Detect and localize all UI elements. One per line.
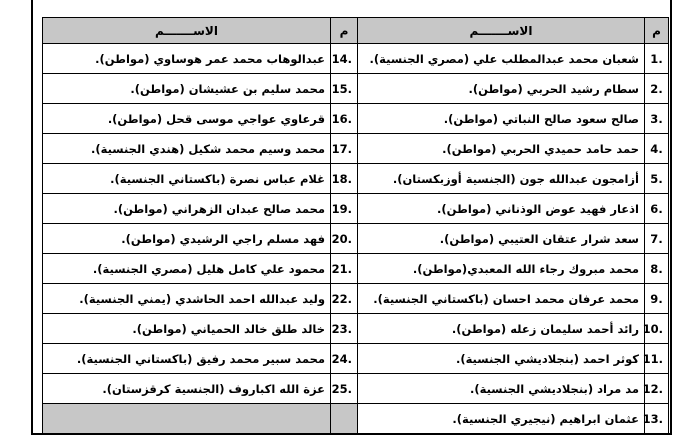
person-name: سطام رشيد الحربي (مواطن). <box>358 74 645 104</box>
row-number: .6 <box>645 194 669 224</box>
person-name: محمد مبروك رجاء الله المعبدي(مواطن). <box>358 254 645 284</box>
person-name: اذعار فهيد عوض الوذناني (مواطن). <box>358 194 645 224</box>
row-number: .13 <box>645 404 669 434</box>
person-name: محمد سليم بن عشيشان (مواطن). <box>43 74 331 104</box>
table-row <box>43 74 669 104</box>
person-name: محمد صالح عبدان الزهراني (مواطن). <box>43 194 331 224</box>
row-number: .19 <box>331 194 358 224</box>
table-row <box>43 44 669 74</box>
table-row <box>43 284 669 314</box>
row-number: .12 <box>645 374 669 404</box>
person-name: أزامجون عبدالله جون (الجنسية أوزبكستان). <box>358 164 645 194</box>
person-name: سعد شرار عتقان العتيبي (مواطن). <box>358 224 645 254</box>
person-name: محمد عرفان محمد احسان (باكستاني الجنسية). <box>358 284 645 314</box>
person-name: قرعاوي عواجي موسى قحل (مواطن). <box>43 104 331 134</box>
person-name: صالح سعود صالح النباتي (مواطن). <box>358 104 645 134</box>
table-row <box>43 134 669 164</box>
table-row <box>43 374 669 404</box>
header-num-left: م <box>331 18 358 44</box>
header-name-right: الاســـــــم <box>358 18 645 44</box>
person-name: محمود علي كامل هليل (مصري الجنسية). <box>43 254 331 284</box>
row-number: .17 <box>331 134 358 164</box>
table-row <box>43 254 669 284</box>
row-number: .3 <box>645 104 669 134</box>
person-name: شعبان محمد عبدالمطلب علي (مصري الجنسية). <box>358 44 645 74</box>
row-number: .11 <box>645 344 669 374</box>
table-row <box>43 224 669 254</box>
empty-cell <box>43 404 331 434</box>
row-number: .14 <box>331 44 358 74</box>
table-row <box>43 314 669 344</box>
row-number: .18 <box>331 164 358 194</box>
table-body <box>43 44 669 434</box>
row-number: .24 <box>331 344 358 374</box>
row-number: .8 <box>645 254 669 284</box>
row-number: .16 <box>331 104 358 134</box>
table-row <box>43 104 669 134</box>
row-number: .20 <box>331 224 358 254</box>
table-row <box>43 164 669 194</box>
person-name: محمد وسيم محمد شكيل (هندي الجنسية). <box>43 134 331 164</box>
names-table <box>42 17 669 434</box>
person-name: رائد أحمد سليمان زعله (مواطن). <box>358 314 645 344</box>
person-name: كوثر احمد (بنجلاديشي الجنسية). <box>358 344 645 374</box>
row-number: .5 <box>645 164 669 194</box>
person-name: غلام عباس نصرة (باكستاني الجنسية). <box>43 164 331 194</box>
row-number: .2 <box>645 74 669 104</box>
row-number: .10 <box>645 314 669 344</box>
row-number: .21 <box>331 254 358 284</box>
person-name: عزة الله اكباروف (الجنسية كرقزستان). <box>43 374 331 404</box>
row-number: .1 <box>645 44 669 74</box>
table-row <box>43 404 669 434</box>
person-name: حمد حامد حميدي الحربي (مواطن). <box>358 134 645 164</box>
row-number: .25 <box>331 374 358 404</box>
table-row <box>43 194 669 224</box>
empty-cell <box>331 404 358 434</box>
person-name: مد مراد (بنجلاديشي الجنسية). <box>358 374 645 404</box>
table-row <box>43 344 669 374</box>
row-number: .15 <box>331 74 358 104</box>
table-header-row <box>43 18 669 44</box>
row-number: .9 <box>645 284 669 314</box>
header-name-left: الاســـــــم <box>43 18 331 44</box>
row-number: .23 <box>331 314 358 344</box>
person-name: عبدالوهاب محمد عمر هوساوي (مواطن). <box>43 44 331 74</box>
person-name: محمد سبير محمد رفيق (باكستاني الجنسية). <box>43 344 331 374</box>
person-name: خالد طلق خالد الحمياني (مواطن). <box>43 314 331 344</box>
person-name: وليد عبدالله احمد الحاشدي (يمني الجنسية). <box>43 284 331 314</box>
person-name: عثمان ابراهيم (نيجيري الجنسية). <box>358 404 645 434</box>
header-num-right: م <box>645 18 669 44</box>
row-number: .22 <box>331 284 358 314</box>
row-number: .4 <box>645 134 669 164</box>
person-name: فهد مسلم راجي الرشيدي (مواطن). <box>43 224 331 254</box>
row-number: .7 <box>645 224 669 254</box>
